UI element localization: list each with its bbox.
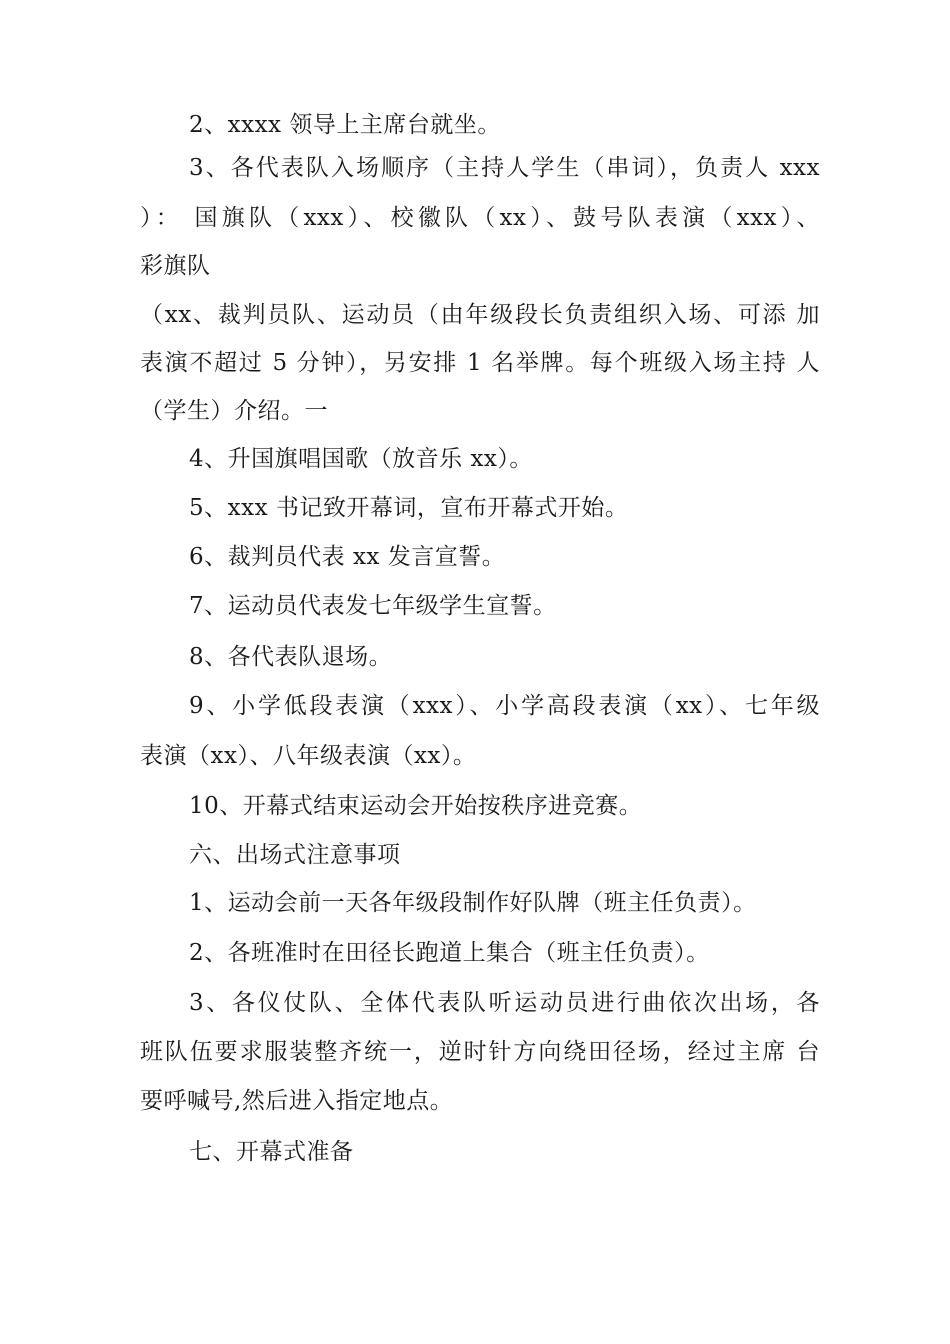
paragraph-line: 1、运动会前一天各年级段制作好队牌（班主任负责）。	[189, 890, 757, 916]
paragraph-line: ）： 国旗队（xxx）、校徽队（xx）、鼓号队表演（xxx）、	[140, 205, 820, 231]
paragraph-line: 2、各班准时在田径长跑道上集合（班主任负责）。	[189, 940, 710, 966]
paragraph-line: 班队伍要求服装整齐统一，逆时针方向绕田径场，经过主席 台	[140, 1039, 820, 1065]
paragraph-line: 5、xxx 书记致开幕词，宣布开幕式开始。	[189, 495, 629, 521]
paragraph-line: 彩旗队	[140, 253, 211, 279]
paragraph-line: 3、各代表队入场顺序（主持人学生（串词），负责人 xxx	[189, 155, 820, 181]
paragraph-line: 表演（xx）、八年级表演（xx）。	[140, 743, 477, 769]
paragraph-line: （学生）介绍。一	[140, 398, 328, 424]
paragraph-line: 4、升国旗唱国歌（放音乐 xx）。	[189, 446, 533, 472]
section-heading: 七、开幕式准备	[189, 1139, 354, 1165]
paragraph-line: 2、xxxx 领导上主席台就坐。	[189, 112, 501, 138]
paragraph-line: （xx、裁判员队、运动员（由年级段长负责组织入场、可添 加	[140, 302, 820, 328]
paragraph-line: 表演不超过 5 分钟），另安排 1 名举牌。每个班级入场主持 人	[140, 350, 820, 376]
paragraph-line: 10、开幕式结束运动会开始按秩序进竞赛。	[189, 793, 643, 819]
section-heading: 六、出场式注意事项	[189, 842, 401, 868]
paragraph-line: 要呼喊号,然后进入指定地点。	[140, 1088, 454, 1114]
paragraph-line: 3、各仪仗队、全体代表队听运动员进行曲依次出场，各	[189, 990, 820, 1016]
paragraph-line: 6、裁判员代表 xx 发言宣誓。	[189, 544, 506, 570]
paragraph-line: 7、运动员代表发七年级学生宣誓。	[189, 593, 557, 619]
paragraph-line: 9、小学低段表演（xxx）、小学高段表演（xx）、七年级	[189, 693, 820, 719]
paragraph-line: 8、各代表队退场。	[189, 644, 393, 670]
